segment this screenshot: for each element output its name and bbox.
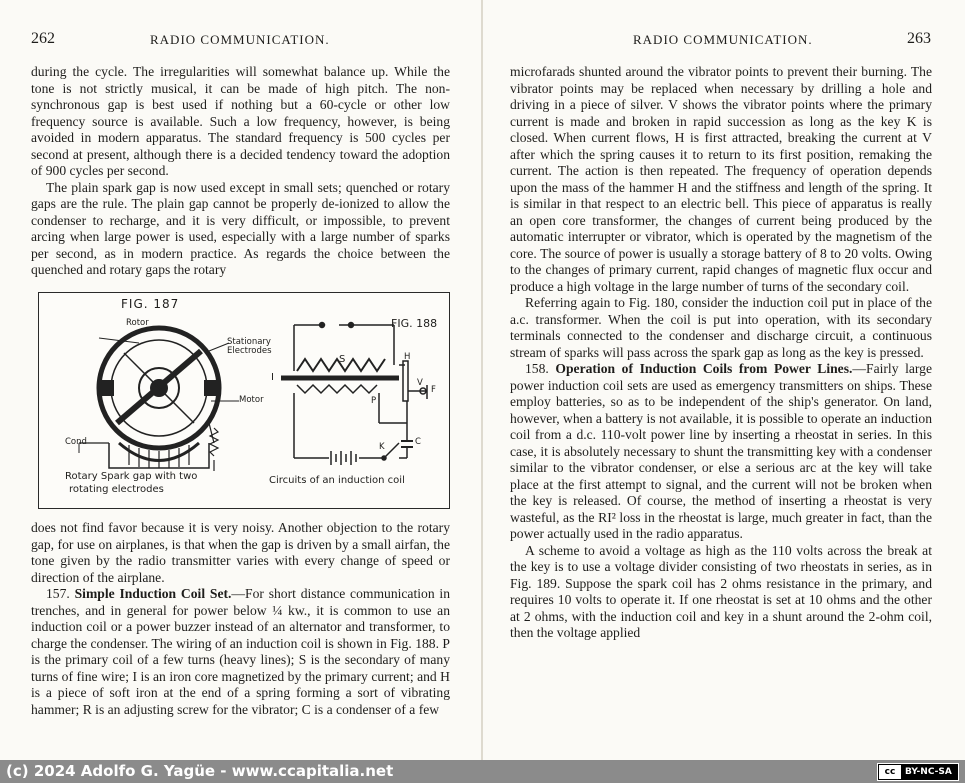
cond-label: Cond (65, 437, 87, 447)
left-text-bottom (31, 520, 450, 718)
caption-187-line2: rotating electrodes (69, 484, 164, 495)
motor-label: Motor (239, 395, 264, 405)
license-text: BY-NC-SA (905, 767, 952, 777)
label-c: C (415, 437, 421, 447)
section-title: Operation of Induction Coils from Power Lines. (555, 361, 853, 376)
right-page (483, 0, 965, 760)
label-p: P (371, 396, 377, 406)
paragraph: A scheme to avoid a voltage as high as the 110 volts across the break at the key is to use a voltage divider consisting of two rheostats in series, as in Fig. 189. Suppose the spark coil has 2 ohms resistance in the primary, and requires 10 volts to operate it. If one rheostat is set at 10 ohms and the other at 2 ohms, with the induction coil and key in a shunt around the 2-ohm coil, then the voltage applied (510, 542, 932, 640)
cc-icon: cc (879, 765, 901, 779)
stationary-label: Stationary (227, 337, 271, 347)
section-text: —For short distance communication in trenches, and in general for power below ¼ kw., it is common to use an induction coil or a power buzzer instead of an alternator and transformer, to charge the condenser. The wiring of an induction coil is shown in Fig. 188. P is the primary coil of a few turns (heavy lines); S is the secondary of many turns of fine wire; I is an iron core magnetized by the primary current; and H is a piece of soft iron at the end of a spring forming a sort of vibrating hammer; R is an adjusting screw for the vibrator; C is a condenser of a few (31, 586, 450, 717)
section-number: 158. (525, 361, 549, 376)
section-text: —Fairly large power induction coil sets are used as emergency transmitters on ships. These employ batteries, so as to be independent of the ship's generator. On land, however, when a battery is not available, it is possible to operate an induction coil from a d.c. 110-volt power line by inserting a rheostat in series. In this case, it is absolutely necessary to shunt the transmitting key with a condenser similar to the vibrator condenser, or else a serious arc at the key will take place at the first attempt to signal, and the current will not be broken when the key is released. Of course, the method of inserting a rheostat is very wasteful, as the RI² loss in the rheostat is large, much greater in fact, than the power actually used in the radio apparatus. (510, 361, 933, 541)
figure-187-188 (38, 292, 450, 509)
running-header-left: RADIO COMMUNICATION. (150, 32, 330, 47)
paragraph: during the cycle. The irregularities will somewhat balance up. While the tone is not strictly musical, it can be made of high pitch. The non-synchronous gap is best used if nothing but a 60-cycle or other low frequency source is available. Such a low frequency, however, is being avoided in modern apparatus. The standard frequency is 500 cycles per second at present, although there is a decided tendency toward the adoption of 900 cycles per second. (31, 64, 450, 178)
label-h: H (404, 352, 411, 362)
label-s: S (339, 354, 346, 365)
caption-187-line1: Rotary Spark gap with two (65, 471, 198, 482)
section-number: 157. (46, 586, 70, 601)
paragraph: microfarads shunted around the vibrator points to prevent their burning. The vibrator points may be replaced when necessary by drilling a hole and driving in a piece of silver. V shows the vibrator points where the primary current is made and broken in rapid succession as long as the key K is closed. When current flows, H is first attracted, breaking the current at V after which the spring causes it to return to its first position, remaking the current. The action is then repeated. The frequency of operation depends upon the mass of the hammer H and the stiffness and length of the spring. It is similar in that respect to an electric bell. This piece of apparatus is really an open core transformer, the changes of current being produced by the automatic interrupter or vibrator, which is operated by the magnetism of the core. The source of power is usually a storage battery of 8 to 20 volts. Owing to the changes of primary current, rapid changes of magnetic flux occur and produce a high voltage in the large number of turns of the secondary coil. (510, 64, 932, 294)
section-title: Simple Induction Coil Set. (74, 586, 232, 601)
label-i: I (271, 372, 274, 383)
paragraph: does not find favor because it is very noisy. Another objection to the rotary gap, for use on airplanes, is that when the gap is driven by a small airfan, the tone given by the radio transmitter varies with every change of speed or direction of the airplane. (31, 520, 450, 585)
paragraph: The plain spark gap is now used except in small sets; quenched or rotary gaps are the rule. The plain gap cannot be properly de-ionized to allow the condenser to recharge, and it is very difficult, or impossible, to prevent arcing when large power is used, especially with a large number of sparks per second, as in modern practice. As regards the choice between the quenched and rotary gaps the rotary (31, 179, 450, 277)
rotor-label: Rotor (126, 318, 149, 328)
page-number-right: 263 (907, 30, 931, 47)
section-157 (31, 586, 450, 718)
section-158 (510, 361, 932, 543)
left-page (0, 0, 482, 760)
paragraph: Referring again to Fig. 180, consider the induction coil put in place of the a.c. transformer. When the coil is put into operation, with its secondary terminals connected to the condenser and discharge circuit, a continuous stream of sparks will pass across the spark gap as long as the key is pressed. (510, 295, 932, 360)
cc-license-badge[interactable] (877, 763, 959, 781)
fig188-label: FIG. 188 (391, 317, 438, 330)
label-f: F (431, 385, 436, 395)
label-k: K (379, 442, 385, 452)
watermark-footer (0, 760, 965, 783)
copyright-credit: (c) 2024 Adolfo G. Yagüe - www.ccapitalia.net (6, 762, 394, 780)
page-number-left: 262 (31, 30, 55, 47)
running-header-right: RADIO COMMUNICATION. (633, 32, 813, 47)
fig187-label: FIG. 187 (121, 297, 180, 311)
left-text-top (31, 64, 450, 279)
electrodes-label: Electrodes (227, 346, 272, 356)
label-v: V (417, 378, 423, 388)
caption-188: Circuits of an induction coil (269, 475, 405, 486)
right-text (510, 64, 932, 642)
